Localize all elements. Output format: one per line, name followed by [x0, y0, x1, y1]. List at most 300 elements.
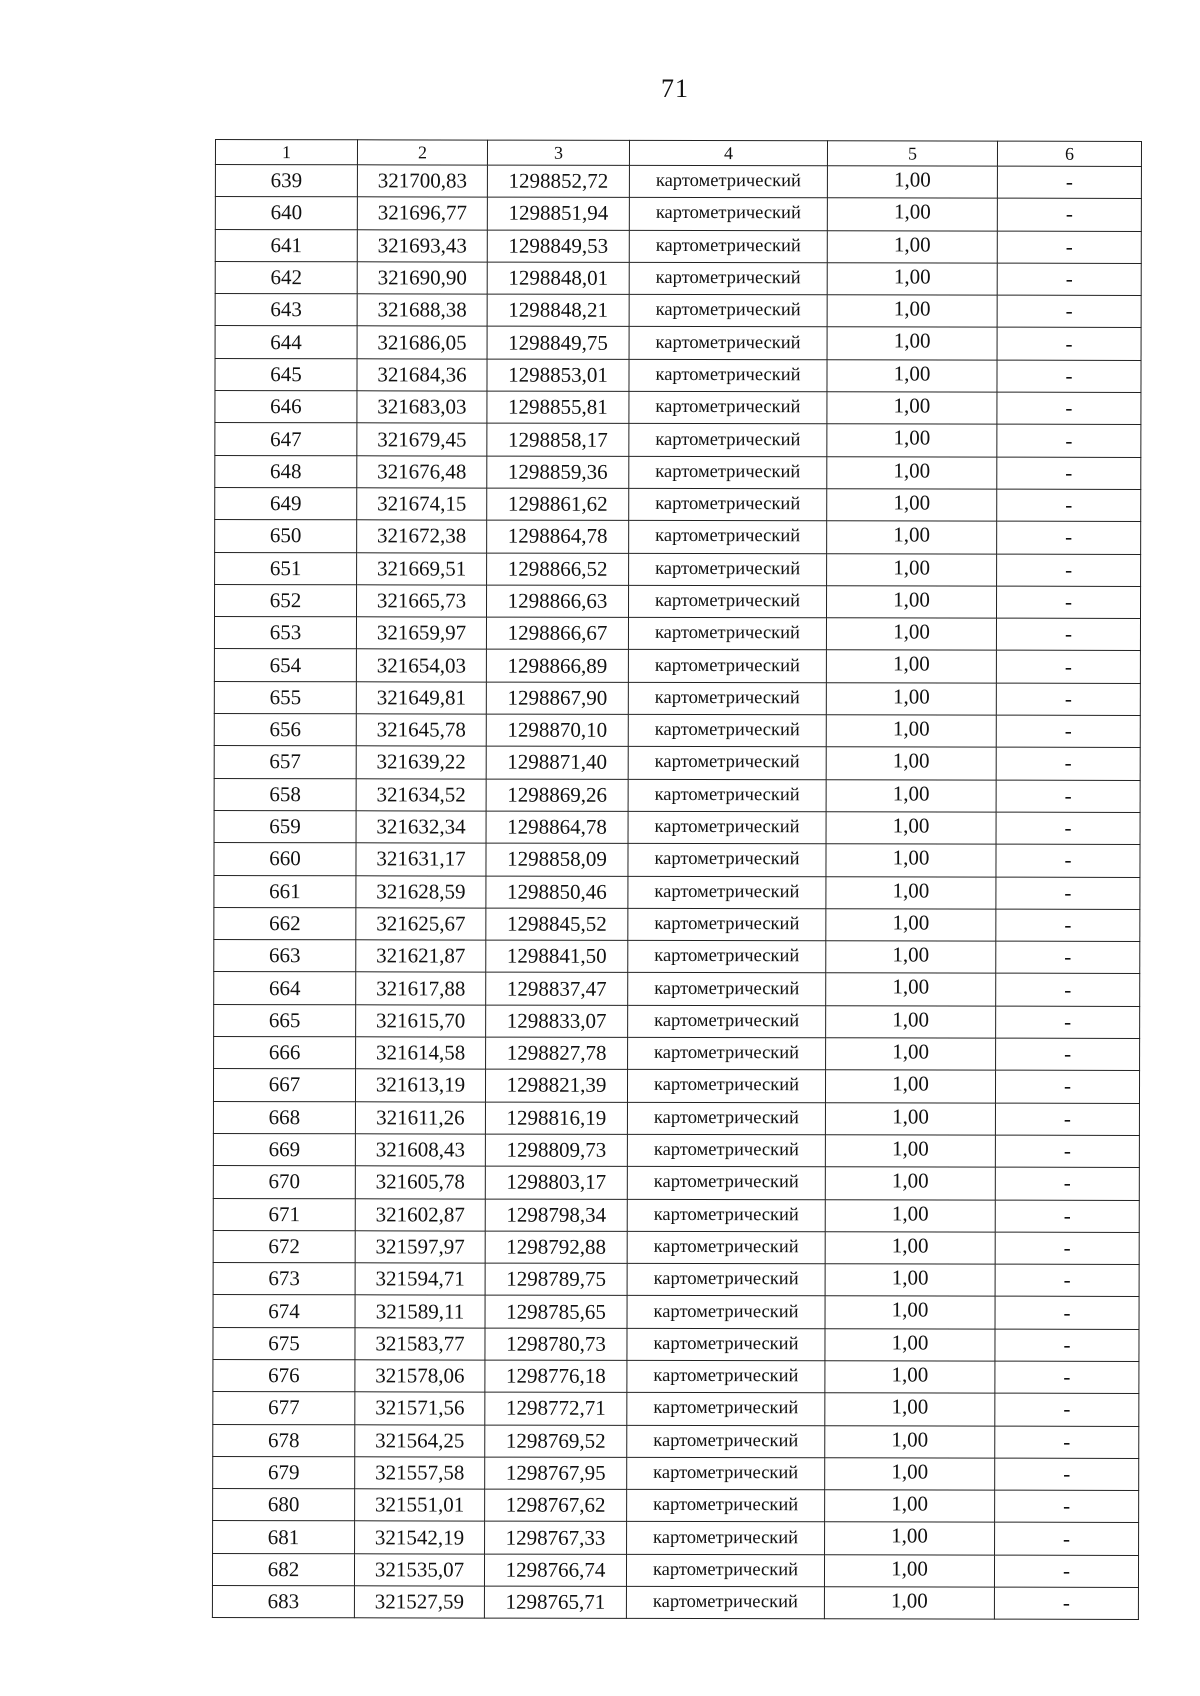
- table-row: [213, 1263, 1139, 1297]
- y-coordinate-cell: 1298866,67: [486, 617, 628, 650]
- accuracy-cell: 1,00: [825, 1361, 995, 1394]
- x-coordinate-cell: 321693,43: [357, 229, 487, 262]
- method-cell: картометрический: [628, 618, 826, 651]
- page-number: 71: [661, 74, 689, 103]
- description-cell: -: [994, 1587, 1138, 1620]
- accuracy-cell: 1,00: [826, 876, 996, 909]
- y-coordinate-cell: 1298848,21: [487, 294, 629, 327]
- description-cell: -: [996, 812, 1140, 845]
- table-row: [213, 1166, 1139, 1200]
- description-cell: -: [995, 1393, 1139, 1426]
- description-cell: -: [995, 1490, 1139, 1523]
- y-coordinate-cell: 1298821,39: [485, 1069, 627, 1102]
- table-row: [215, 455, 1141, 489]
- x-coordinate-cell: 321557,58: [355, 1457, 485, 1490]
- accuracy-cell: 1,00: [826, 1038, 996, 1071]
- point-number-cell: 674: [213, 1295, 355, 1328]
- accuracy-cell: 1,00: [827, 295, 997, 328]
- x-coordinate-cell: 321686,05: [357, 326, 487, 359]
- x-coordinate-cell: 321613,19: [355, 1069, 485, 1102]
- x-coordinate-cell: 321542,19: [355, 1521, 485, 1554]
- x-coordinate-cell: 321615,70: [356, 1005, 486, 1038]
- point-number-cell: 664: [214, 972, 356, 1005]
- table-row: [214, 843, 1140, 877]
- point-number-cell: 669: [213, 1133, 355, 1166]
- point-number-cell: 678: [213, 1424, 355, 1457]
- table-row: [214, 714, 1140, 748]
- method-cell: картометрический: [629, 391, 827, 424]
- x-coordinate-cell: 321700,83: [357, 165, 487, 198]
- x-coordinate-cell: 321634,52: [356, 778, 486, 811]
- table-row: [213, 1198, 1139, 1232]
- accuracy-cell: 1,00: [827, 166, 997, 199]
- method-cell: картометрический: [628, 844, 826, 877]
- table-row: [213, 1295, 1139, 1329]
- method-cell: картометрический: [629, 295, 827, 328]
- method-cell: картометрический: [628, 973, 826, 1006]
- x-coordinate-cell: 321665,73: [356, 585, 486, 618]
- method-cell: картометрический: [629, 424, 827, 457]
- x-coordinate-cell: 321683,03: [357, 391, 487, 424]
- x-coordinate-cell: 321628,59: [356, 875, 486, 908]
- x-coordinate-cell: 321676,48: [357, 455, 487, 488]
- description-cell: -: [996, 651, 1140, 684]
- point-number-cell: 654: [214, 649, 356, 682]
- description-cell: -: [996, 844, 1140, 877]
- point-number-cell: 655: [214, 681, 356, 714]
- description-cell: -: [997, 198, 1141, 231]
- accuracy-cell: 1,00: [825, 1425, 995, 1458]
- x-coordinate-cell: 321597,97: [355, 1231, 485, 1264]
- method-cell: картометрический: [627, 1134, 825, 1167]
- y-coordinate-cell: 1298864,78: [487, 520, 629, 553]
- point-number-cell: 666: [214, 1037, 356, 1070]
- point-number-cell: 681: [213, 1521, 355, 1554]
- y-coordinate-cell: 1298765,71: [484, 1586, 626, 1619]
- description-cell: -: [995, 1200, 1139, 1233]
- x-coordinate-cell: 321669,51: [357, 552, 487, 585]
- y-coordinate-cell: 1298772,71: [485, 1392, 627, 1425]
- accuracy-cell: 1,00: [826, 650, 996, 683]
- point-number-cell: 659: [214, 810, 356, 843]
- table-row: [214, 584, 1140, 618]
- y-coordinate-cell: 1298864,78: [486, 811, 628, 844]
- method-cell: картометрический: [627, 1102, 825, 1135]
- y-coordinate-cell: 1298850,46: [486, 876, 628, 909]
- point-number-cell: 649: [215, 487, 357, 520]
- point-number-cell: 665: [214, 1004, 356, 1037]
- accuracy-cell: 1,00: [827, 424, 997, 457]
- method-cell: картометрический: [629, 488, 827, 521]
- accuracy-cell: 1,00: [827, 360, 997, 393]
- table-row: [215, 326, 1141, 360]
- table-row: [215, 520, 1141, 554]
- point-number-cell: 658: [214, 778, 356, 811]
- method-cell: картометрический: [629, 456, 827, 489]
- point-number-cell: 663: [214, 940, 356, 973]
- accuracy-cell: 1,00: [827, 198, 997, 231]
- point-number-cell: 643: [215, 294, 357, 327]
- x-coordinate-cell: 321674,15: [357, 488, 487, 521]
- y-coordinate-cell: 1298798,34: [485, 1199, 627, 1232]
- description-cell: -: [994, 1555, 1138, 1588]
- x-coordinate-cell: 321578,06: [355, 1360, 485, 1393]
- table-row: [213, 1456, 1139, 1490]
- y-coordinate-cell: 1298780,73: [485, 1328, 627, 1361]
- table-row: [215, 165, 1141, 199]
- accuracy-cell: 1,00: [826, 779, 996, 812]
- point-number-cell: 675: [213, 1327, 355, 1360]
- method-cell: картометрический: [627, 1263, 825, 1296]
- point-number-cell: 648: [215, 455, 357, 488]
- method-cell: картометрический: [627, 1457, 825, 1490]
- accuracy-cell: 1,00: [826, 1005, 996, 1038]
- table-row: [213, 1230, 1139, 1264]
- point-number-cell: 676: [213, 1359, 355, 1392]
- accuracy-cell: 1,00: [826, 683, 996, 716]
- table-row: [215, 423, 1141, 457]
- description-cell: -: [997, 521, 1141, 554]
- table-row: [213, 1392, 1139, 1426]
- y-coordinate-cell: 1298809,73: [485, 1134, 627, 1167]
- coordinates-table: [212, 139, 1142, 1620]
- accuracy-cell: 1,00: [825, 1458, 995, 1491]
- y-coordinate-cell: 1298767,62: [485, 1489, 627, 1522]
- accuracy-cell: 1,00: [827, 263, 997, 296]
- point-number-cell: 682: [212, 1553, 354, 1586]
- description-cell: -: [996, 618, 1140, 651]
- table-body: [212, 165, 1141, 1620]
- point-number-cell: 647: [215, 423, 357, 456]
- accuracy-cell: 1,00: [825, 1232, 995, 1265]
- accuracy-cell: 1,00: [825, 1070, 995, 1103]
- description-cell: -: [997, 392, 1141, 425]
- x-coordinate-cell: 321614,58: [356, 1037, 486, 1070]
- accuracy-cell: 1,00: [825, 1167, 995, 1200]
- y-coordinate-cell: 1298866,89: [486, 650, 628, 683]
- table-row: [215, 229, 1141, 263]
- method-cell: картометрический: [629, 521, 827, 554]
- y-coordinate-cell: 1298866,52: [487, 553, 629, 586]
- method-cell: картометрический: [629, 553, 827, 586]
- point-number-cell: 640: [215, 197, 357, 230]
- accuracy-cell: 1,00: [826, 618, 996, 651]
- accuracy-cell: 1,00: [824, 1587, 994, 1620]
- description-cell: -: [997, 360, 1141, 393]
- table-row: [214, 681, 1140, 715]
- header-col-6: 6: [997, 141, 1141, 166]
- table-header: [215, 140, 1141, 167]
- description-cell: -: [997, 263, 1141, 296]
- description-cell: -: [995, 1232, 1139, 1265]
- table-row: [215, 552, 1141, 586]
- y-coordinate-cell: 1298871,40: [486, 746, 628, 779]
- header-row: [215, 140, 1141, 167]
- description-cell: -: [996, 877, 1140, 910]
- description-cell: -: [997, 425, 1141, 458]
- x-coordinate-cell: 321649,81: [356, 682, 486, 715]
- y-coordinate-cell: 1298792,88: [485, 1231, 627, 1264]
- x-coordinate-cell: 321605,78: [355, 1166, 485, 1199]
- accuracy-cell: 1,00: [826, 844, 996, 877]
- x-coordinate-cell: 321639,22: [356, 746, 486, 779]
- x-coordinate-cell: 321696,77: [357, 197, 487, 230]
- method-cell: картометрический: [628, 1005, 826, 1038]
- table-row: [214, 907, 1140, 941]
- x-coordinate-cell: 321659,97: [356, 617, 486, 650]
- description-cell: -: [997, 231, 1141, 264]
- method-cell: картометрический: [628, 747, 826, 780]
- point-number-cell: 657: [214, 746, 356, 779]
- table-row: [215, 487, 1141, 521]
- point-number-cell: 670: [213, 1166, 355, 1199]
- table-row: [214, 810, 1140, 844]
- y-coordinate-cell: 1298867,90: [486, 682, 628, 715]
- description-cell: -: [995, 1264, 1139, 1297]
- method-cell: картометрический: [628, 682, 826, 715]
- point-number-cell: 680: [213, 1489, 355, 1522]
- x-coordinate-cell: 321632,34: [356, 811, 486, 844]
- point-number-cell: 683: [212, 1586, 354, 1619]
- point-number-cell: 645: [215, 358, 357, 391]
- point-number-cell: 639: [215, 165, 357, 198]
- table-row: [213, 1424, 1139, 1458]
- x-coordinate-cell: 321688,38: [357, 294, 487, 327]
- description-cell: -: [996, 683, 1140, 716]
- method-cell: картометрический: [627, 1425, 825, 1458]
- table-row: [214, 875, 1140, 909]
- method-cell: картометрический: [627, 1522, 825, 1555]
- y-coordinate-cell: 1298827,78: [486, 1037, 628, 1070]
- x-coordinate-cell: 321564,25: [355, 1424, 485, 1457]
- y-coordinate-cell: 1298841,50: [486, 940, 628, 973]
- description-cell: -: [995, 1070, 1139, 1103]
- method-cell: картометрический: [628, 779, 826, 812]
- table-row: [212, 1553, 1138, 1587]
- method-cell: картометрический: [628, 650, 826, 683]
- table-row: [214, 972, 1140, 1006]
- accuracy-cell: 1,00: [826, 812, 996, 845]
- accuracy-cell: 1,00: [826, 586, 996, 619]
- y-coordinate-cell: 1298816,19: [485, 1102, 627, 1135]
- y-coordinate-cell: 1298870,10: [486, 714, 628, 747]
- description-cell: -: [997, 489, 1141, 522]
- point-number-cell: 656: [214, 714, 356, 747]
- point-number-cell: 660: [214, 843, 356, 876]
- point-number-cell: 677: [213, 1392, 355, 1425]
- x-coordinate-cell: 321608,43: [355, 1134, 485, 1167]
- header-col-5: 5: [827, 141, 997, 166]
- point-number-cell: 646: [215, 391, 357, 424]
- coordinates-table-wrapper: [215, 139, 1141, 1618]
- description-cell: -: [996, 1038, 1140, 1071]
- description-cell: -: [995, 1329, 1139, 1362]
- point-number-cell: 679: [213, 1456, 355, 1489]
- y-coordinate-cell: 1298869,26: [486, 779, 628, 812]
- table-row: [213, 1489, 1139, 1523]
- accuracy-cell: 1,00: [827, 521, 997, 554]
- y-coordinate-cell: 1298852,72: [487, 165, 629, 198]
- point-number-cell: 650: [215, 520, 357, 553]
- method-cell: картометрический: [628, 811, 826, 844]
- x-coordinate-cell: 321684,36: [357, 359, 487, 392]
- table-row: [213, 1359, 1139, 1393]
- table-row: [214, 778, 1140, 812]
- accuracy-cell: 1,00: [825, 1264, 995, 1297]
- accuracy-cell: 1,00: [826, 973, 996, 1006]
- method-cell: картометрический: [628, 585, 826, 618]
- description-cell: -: [995, 1361, 1139, 1394]
- method-cell: картометрический: [627, 1490, 825, 1523]
- method-cell: картометрический: [628, 1037, 826, 1070]
- y-coordinate-cell: 1298766,74: [484, 1554, 626, 1587]
- description-cell: -: [996, 586, 1140, 619]
- description-cell: -: [996, 941, 1140, 974]
- description-cell: -: [995, 1167, 1139, 1200]
- point-number-cell: 661: [214, 875, 356, 908]
- y-coordinate-cell: 1298849,53: [487, 230, 629, 263]
- x-coordinate-cell: 321625,67: [356, 908, 486, 941]
- table-row: [214, 617, 1140, 651]
- point-number-cell: 644: [215, 326, 357, 359]
- y-coordinate-cell: 1298845,52: [486, 908, 628, 941]
- method-cell: картометрический: [629, 327, 827, 360]
- method-cell: картометрический: [627, 1167, 825, 1200]
- table-row: [215, 294, 1141, 328]
- method-cell: картометрический: [629, 198, 827, 231]
- x-coordinate-cell: 321583,77: [355, 1327, 485, 1360]
- description-cell: -: [997, 166, 1141, 199]
- table-row: [213, 1069, 1139, 1103]
- x-coordinate-cell: 321589,11: [355, 1295, 485, 1328]
- y-coordinate-cell: 1298767,95: [485, 1457, 627, 1490]
- table-row: [215, 261, 1141, 295]
- x-coordinate-cell: 321602,87: [355, 1198, 485, 1231]
- point-number-cell: 641: [215, 229, 357, 262]
- table-row: [213, 1521, 1139, 1555]
- table-row: [215, 358, 1141, 392]
- header-col-3: 3: [487, 140, 629, 165]
- y-coordinate-cell: 1298837,47: [486, 972, 628, 1005]
- x-coordinate-cell: 321672,38: [357, 520, 487, 553]
- y-coordinate-cell: 1298848,01: [487, 262, 629, 295]
- table-row: [214, 1004, 1140, 1038]
- accuracy-cell: 1,00: [824, 1555, 994, 1588]
- y-coordinate-cell: 1298855,81: [487, 391, 629, 424]
- method-cell: картометрический: [627, 1360, 825, 1393]
- description-cell: -: [997, 554, 1141, 587]
- method-cell: картометрический: [627, 1070, 825, 1103]
- table-row: [213, 1101, 1139, 1135]
- point-number-cell: 668: [213, 1101, 355, 1134]
- description-cell: -: [996, 780, 1140, 813]
- method-cell: картометрический: [627, 1296, 825, 1329]
- description-cell: -: [996, 715, 1140, 748]
- y-coordinate-cell: 1298851,94: [487, 197, 629, 230]
- point-number-cell: 673: [213, 1263, 355, 1296]
- y-coordinate-cell: 1298858,09: [486, 843, 628, 876]
- accuracy-cell: 1,00: [825, 1393, 995, 1426]
- accuracy-cell: 1,00: [825, 1199, 995, 1232]
- accuracy-cell: 1,00: [827, 392, 997, 425]
- description-cell: -: [995, 1426, 1139, 1459]
- accuracy-cell: 1,00: [826, 909, 996, 942]
- header-col-4: 4: [629, 140, 827, 165]
- accuracy-cell: 1,00: [826, 747, 996, 780]
- y-coordinate-cell: 1298776,18: [485, 1360, 627, 1393]
- method-cell: картометрический: [629, 165, 827, 198]
- description-cell: -: [995, 1297, 1139, 1330]
- point-number-cell: 662: [214, 907, 356, 940]
- point-number-cell: 642: [215, 261, 357, 294]
- y-coordinate-cell: 1298803,17: [485, 1166, 627, 1199]
- accuracy-cell: 1,00: [827, 327, 997, 360]
- accuracy-cell: 1,00: [827, 456, 997, 489]
- header-col-2: 2: [357, 140, 487, 165]
- accuracy-cell: 1,00: [825, 1522, 995, 1555]
- method-cell: картометрический: [627, 1199, 825, 1232]
- description-cell: -: [996, 747, 1140, 780]
- description-cell: -: [995, 1103, 1139, 1136]
- table-row: [214, 649, 1140, 683]
- method-cell: картометрический: [629, 230, 827, 263]
- accuracy-cell: 1,00: [825, 1135, 995, 1168]
- y-coordinate-cell: 1298853,01: [487, 359, 629, 392]
- point-number-cell: 652: [214, 584, 356, 617]
- x-coordinate-cell: 321527,59: [354, 1586, 484, 1619]
- table-row: [213, 1327, 1139, 1361]
- x-coordinate-cell: 321621,87: [356, 940, 486, 973]
- y-coordinate-cell: 1298858,17: [487, 423, 629, 456]
- x-coordinate-cell: 321631,17: [356, 843, 486, 876]
- description-cell: -: [996, 909, 1140, 942]
- x-coordinate-cell: 321617,88: [356, 972, 486, 1005]
- x-coordinate-cell: 321535,07: [354, 1554, 484, 1587]
- method-cell: картометрический: [628, 940, 826, 973]
- method-cell: картометрический: [626, 1586, 824, 1619]
- description-cell: -: [996, 1006, 1140, 1039]
- point-number-cell: 653: [214, 617, 356, 650]
- table-row: [212, 1586, 1138, 1620]
- table-row: [214, 746, 1140, 780]
- point-number-cell: 671: [213, 1198, 355, 1231]
- x-coordinate-cell: 321679,45: [357, 423, 487, 456]
- x-coordinate-cell: 321594,71: [355, 1263, 485, 1296]
- y-coordinate-cell: 1298767,33: [485, 1522, 627, 1555]
- x-coordinate-cell: 321654,03: [356, 649, 486, 682]
- table-row: [214, 940, 1140, 974]
- y-coordinate-cell: 1298859,36: [487, 456, 629, 489]
- x-coordinate-cell: 321571,56: [355, 1392, 485, 1425]
- accuracy-cell: 1,00: [825, 1328, 995, 1361]
- y-coordinate-cell: 1298866,63: [486, 585, 628, 618]
- point-number-cell: 667: [213, 1069, 355, 1102]
- y-coordinate-cell: 1298849,75: [487, 327, 629, 360]
- table-row: [215, 391, 1141, 425]
- accuracy-cell: 1,00: [826, 715, 996, 748]
- y-coordinate-cell: 1298861,62: [487, 488, 629, 521]
- method-cell: картометрический: [626, 1554, 824, 1587]
- description-cell: -: [997, 328, 1141, 361]
- x-coordinate-cell: 321690,90: [357, 262, 487, 295]
- table-row: [215, 197, 1141, 231]
- method-cell: картометрический: [629, 359, 827, 392]
- accuracy-cell: 1,00: [827, 489, 997, 522]
- y-coordinate-cell: 1298769,52: [485, 1425, 627, 1458]
- accuracy-cell: 1,00: [827, 553, 997, 586]
- method-cell: картометрический: [629, 262, 827, 295]
- method-cell: картометрический: [627, 1231, 825, 1264]
